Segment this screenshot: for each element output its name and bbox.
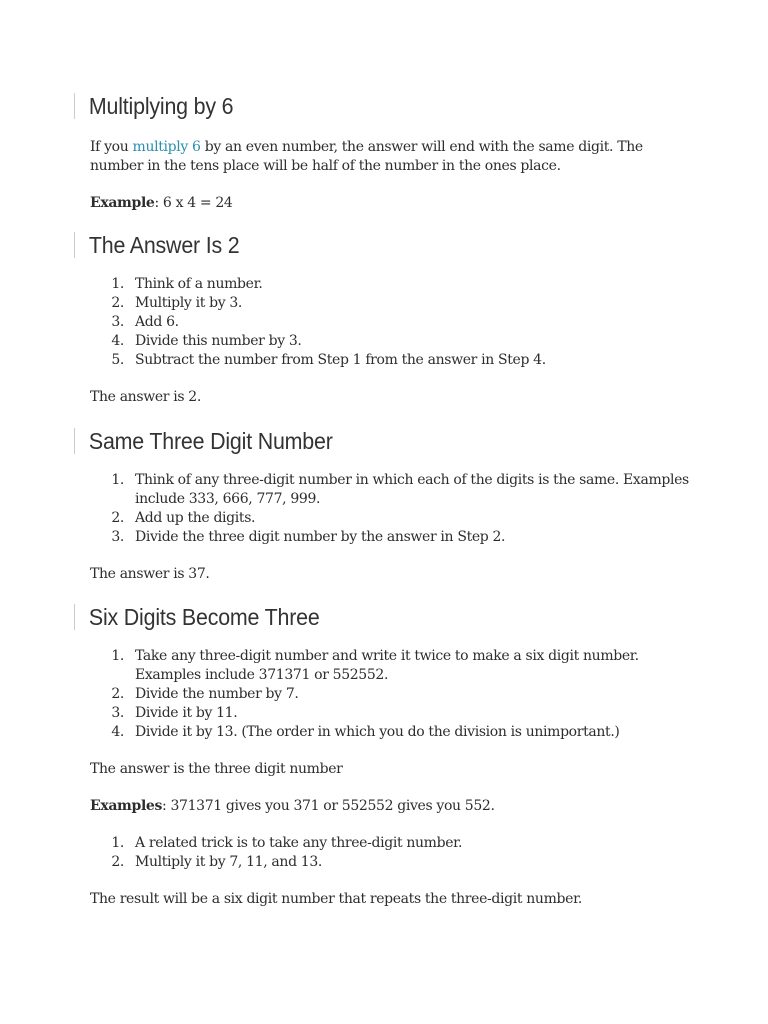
list-text: Think of a number.: [135, 276, 263, 292]
steps-list: [74, 471, 694, 547]
section-heading: [74, 603, 651, 631]
heading-accent-bar: [74, 428, 75, 454]
intro-paragraph: [74, 138, 694, 176]
list-text: Divide this number by 3.: [135, 333, 302, 349]
list-item: [90, 853, 694, 872]
list-text: Take any three-digit number and write it twice to make a six digit number. Examples include 371371 or 552552.: [135, 648, 639, 683]
list-number: 2.: [111, 295, 124, 311]
list-item: [90, 313, 694, 332]
section-heading: [74, 92, 651, 120]
heading-text: Six Digits Become Three: [88, 604, 320, 630]
steps-list: [74, 275, 694, 370]
list-text: Divide it by 13. (The order in which you do the division is unimportant.): [135, 724, 620, 740]
list-number: 5.: [111, 352, 124, 368]
examples-text: : 371371 gives you 371 or 552552 gives you 552.: [162, 798, 495, 814]
examples-label: Examples: [90, 798, 162, 814]
list-text: Divide the three digit number by the answer in Step 2.: [135, 529, 506, 545]
conclusion-paragraph: The answer is 37.: [90, 566, 210, 582]
list-number: 1.: [111, 835, 124, 851]
list-item: [90, 294, 694, 313]
list-text: Multiply it by 7, 11, and 13.: [135, 854, 323, 870]
list-text: Subtract the number from Step 1 from the answer in Step 4.: [135, 352, 546, 368]
conclusion-paragraph: The answer is 2.: [90, 389, 201, 405]
section-multiplying-by-6: [74, 92, 694, 213]
heading-accent-bar: [74, 232, 75, 258]
list-text: Multiply it by 3.: [135, 295, 243, 311]
list-item: [90, 509, 694, 528]
list-number: 2.: [111, 510, 124, 526]
list-number: 2.: [111, 686, 124, 702]
related-trick-list: [74, 834, 694, 872]
list-number: 1.: [111, 276, 124, 292]
section-answer-is-2: [74, 231, 694, 407]
example-text: : 6 x 4 = 24: [154, 195, 233, 211]
list-number: 3.: [111, 314, 124, 330]
heading-accent-bar: [74, 604, 75, 630]
heading-text: Multiplying by 6: [88, 93, 234, 119]
heading-accent-bar: [74, 93, 75, 119]
list-number: 2.: [111, 854, 124, 870]
heading-text: Same Three Digit Number: [88, 428, 333, 454]
steps-list: [74, 647, 694, 742]
list-number: 4.: [111, 724, 124, 740]
list-number: 1.: [111, 472, 124, 488]
intro-prefix: If you: [90, 139, 133, 155]
list-item: [90, 351, 694, 370]
example-paragraph: [74, 194, 694, 213]
list-text: Add up the digits.: [135, 510, 256, 526]
examples-paragraph: [74, 797, 694, 816]
list-item: [90, 528, 694, 547]
list-item: [90, 471, 694, 509]
section-same-three-digit-number: [74, 427, 694, 584]
list-text: Think of any three-digit number in which each of the digits is the same. Examples include 333, 666, 777, 999.: [135, 472, 689, 507]
heading-text: The Answer Is 2: [88, 232, 240, 258]
list-item: [90, 332, 694, 351]
final-note-paragraph: The result will be a six digit number that repeats the three-digit number.: [90, 891, 582, 907]
list-item: [90, 834, 694, 853]
intro-suffix: by an even number, the answer will end with the same digit. The number in the tens place will be half of the number in the ones place.: [90, 139, 643, 174]
section-heading: [74, 231, 651, 259]
list-item: [90, 723, 694, 742]
conclusion-paragraph: The answer is the three digit number: [90, 761, 343, 777]
section-heading: [74, 427, 651, 455]
list-text: Divide it by 11.: [135, 705, 238, 721]
section-six-digits-become-three: [74, 603, 694, 909]
list-number: 3.: [111, 705, 124, 721]
list-item: [90, 685, 694, 704]
list-number: 4.: [111, 333, 124, 349]
list-item: [90, 704, 694, 723]
list-item: [90, 647, 694, 685]
list-text: Divide the number by 7.: [135, 686, 299, 702]
list-text: A related trick is to take any three-digit number.: [135, 835, 463, 851]
list-item: [90, 275, 694, 294]
example-label: Example: [90, 195, 155, 211]
list-number: 1.: [111, 648, 124, 664]
multiply-6-link[interactable]: multiply 6: [132, 139, 201, 155]
list-number: 3.: [111, 529, 124, 545]
list-text: Add 6.: [135, 314, 179, 330]
